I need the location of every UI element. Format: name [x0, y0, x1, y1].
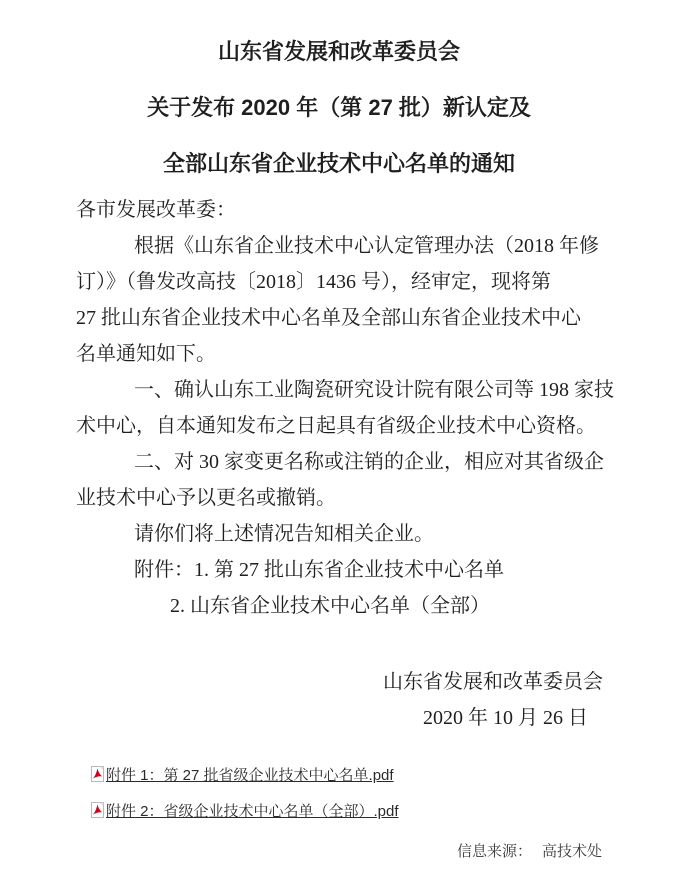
info-source [0, 840, 602, 861]
body-text-line: 27 批山东省企业技术中心名单及全部山东省企业技术中心 [76, 307, 581, 329]
info-source-label: 信息来源： [456, 843, 532, 860]
pdf-icon [90, 766, 105, 782]
document-title-line: 关于发布 2020 年（第 27 批）新认定及 [147, 95, 531, 120]
info-source-value: 高技术处 [541, 843, 602, 860]
document-body [76, 192, 614, 624]
signature-issuer: 山东省发展和改革委员会 [383, 671, 603, 693]
attachment-list [90, 756, 678, 828]
attachment-row [90, 756, 678, 792]
signature-block [0, 664, 603, 736]
body-text-line: 2. 山东省企业技术中心名单（全部） [170, 595, 490, 617]
body-text-line: 附件：1. 第 27 批山东省企业技术中心名单 [134, 559, 504, 581]
body-text-line: 订）》（鲁发改高技〔2018〕1436 号），经审定，现将第 [76, 271, 551, 293]
body-text-line: 一、确认山东工业陶瓷研究设计院有限公司等 198 家技 [134, 379, 614, 401]
document-title-line: 山东省发展和改革委员会 [217, 39, 460, 64]
attachment-link[interactable]: 附件 2：省级企业技术中心名单（全部）.pdf [106, 802, 399, 820]
body-text-line: 请你们将上述情况告知相关企业。 [134, 523, 434, 545]
body-text-line: 术中心，自本通知发布之日起具有省级企业技术中心资格。 [76, 415, 596, 437]
pdf-icon [90, 802, 105, 818]
attachment-link[interactable]: 附件 1：第 27 批省级企业技术中心名单.pdf [106, 766, 394, 784]
signature-date: 2020 年 10 月 26 日 [423, 707, 588, 729]
body-text-line: 业技术中心予以更名或撤销。 [76, 487, 336, 509]
body-text-line: 各市发展改革委： [76, 199, 236, 221]
body-text-line: 名单通知如下。 [76, 343, 216, 365]
document-title [0, 0, 678, 192]
document-title-line: 全部山东省企业技术中心名单的通知 [162, 151, 515, 176]
attachment-row [90, 792, 678, 828]
body-text-line: 根据《山东省企业技术中心认定管理办法（2018 年修 [134, 235, 599, 257]
body-text-line: 二、对 30 家变更名称或注销的企业，相应对其省级企 [134, 451, 604, 473]
